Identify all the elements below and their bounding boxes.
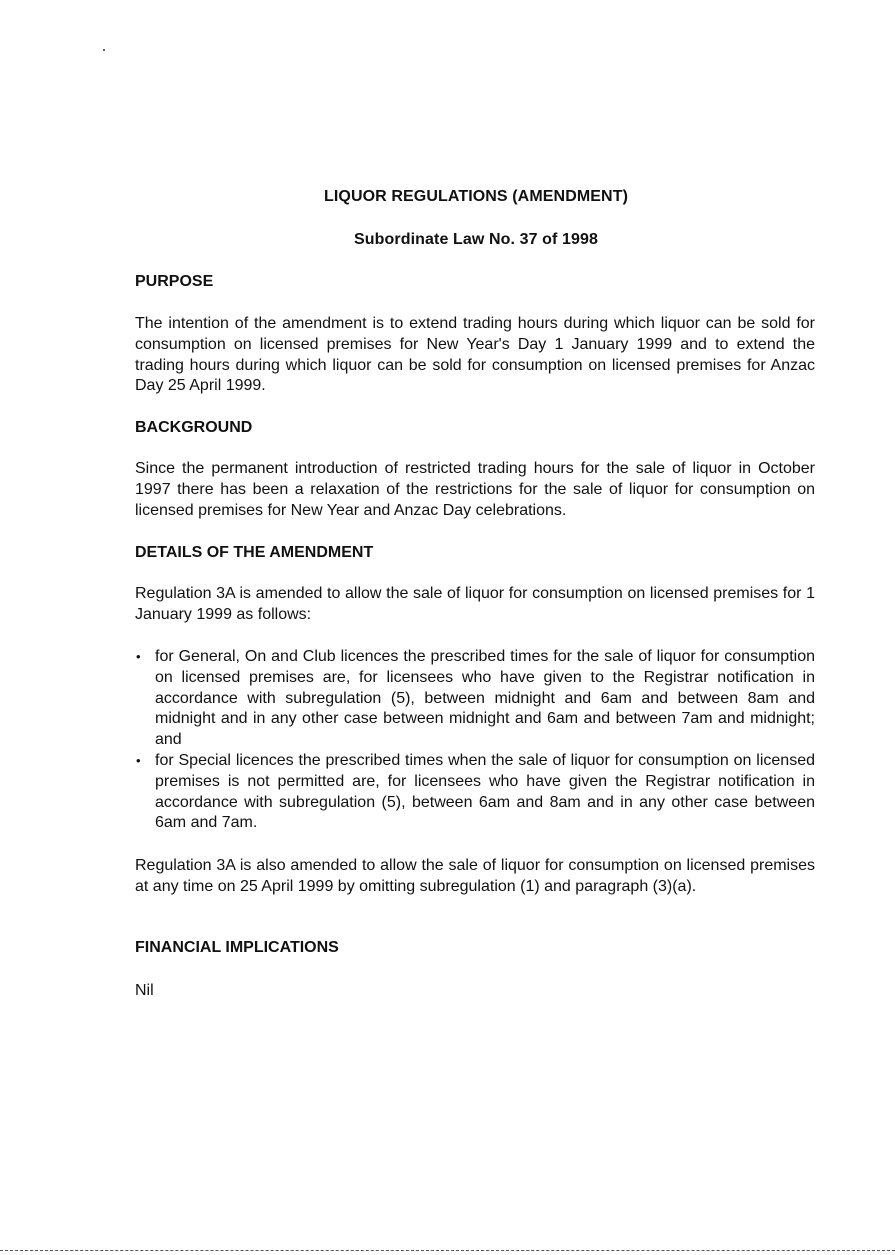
details-heading: DETAILS OF THE AMENDMENT xyxy=(135,544,374,561)
background-paragraph: Since the permanent introduction of restricted trading hours for the sale of liquor in October 1997 there has been a relaxation of the restrictions for the sale of liquor for consumption on licensed premises for New Year and Anzac Day celebrations. xyxy=(135,460,815,519)
list-item xyxy=(135,647,815,751)
document-title: LIQUOR REGULATIONS (AMENDMENT) xyxy=(323,188,628,205)
scan-edge-line xyxy=(0,1250,895,1251)
bullet-icon: • xyxy=(136,752,141,768)
details-closing-paragraph: Regulation 3A is also amended to allow the sale of liquor for consumption on licensed premises at any time on 25 April 1999 by omitting subregulation (1) and paragraph (3)(a). xyxy=(135,857,815,895)
financial-heading: FINANCIAL IMPLICATIONS xyxy=(135,939,339,956)
details-intro-paragraph: Regulation 3A is amended to allow the sale of liquor for consumption on licensed premises for 1 January 1999 as follows: xyxy=(135,585,815,623)
background-heading: BACKGROUND xyxy=(135,419,253,436)
purpose-heading: PURPOSE xyxy=(135,273,214,290)
purpose-paragraph: The intention of the amendment is to extend trading hours during which liquor can be sold for consumption on licensed premises for New Year's Day 1 January 1999 and to extend the trading hours during which liquor can be sold for consumption on licensed premises for Anzac Day 25 April 1999. xyxy=(135,315,815,395)
bullet-icon: • xyxy=(136,649,141,664)
scan-speck xyxy=(103,49,105,51)
bullet-text: for General, On and Club licences the prescribed times for the sale of liquor for consumption on licensed premises are, for licensees who have given to the Registrar notification in accordance with subregulation (5), between midnight and 6am and between 8am and midnight and in any other case between midnight and 6am and between 7am and midnight; and xyxy=(155,648,815,749)
document-subtitle: Subordinate Law No. 37 of 1998 xyxy=(354,231,598,248)
financial-paragraph: Nil xyxy=(135,982,154,999)
list-item xyxy=(135,751,815,834)
bullet-text: for Special licences the prescribed times when the sale of liquor for consumption on licensed premises is not permitted are, for licensees who have given the Registrar notification in accordance with subregulation (5), between 6am and 8am and in any other case between 6am and 7am. xyxy=(155,751,815,832)
details-bullet-list xyxy=(135,647,815,834)
